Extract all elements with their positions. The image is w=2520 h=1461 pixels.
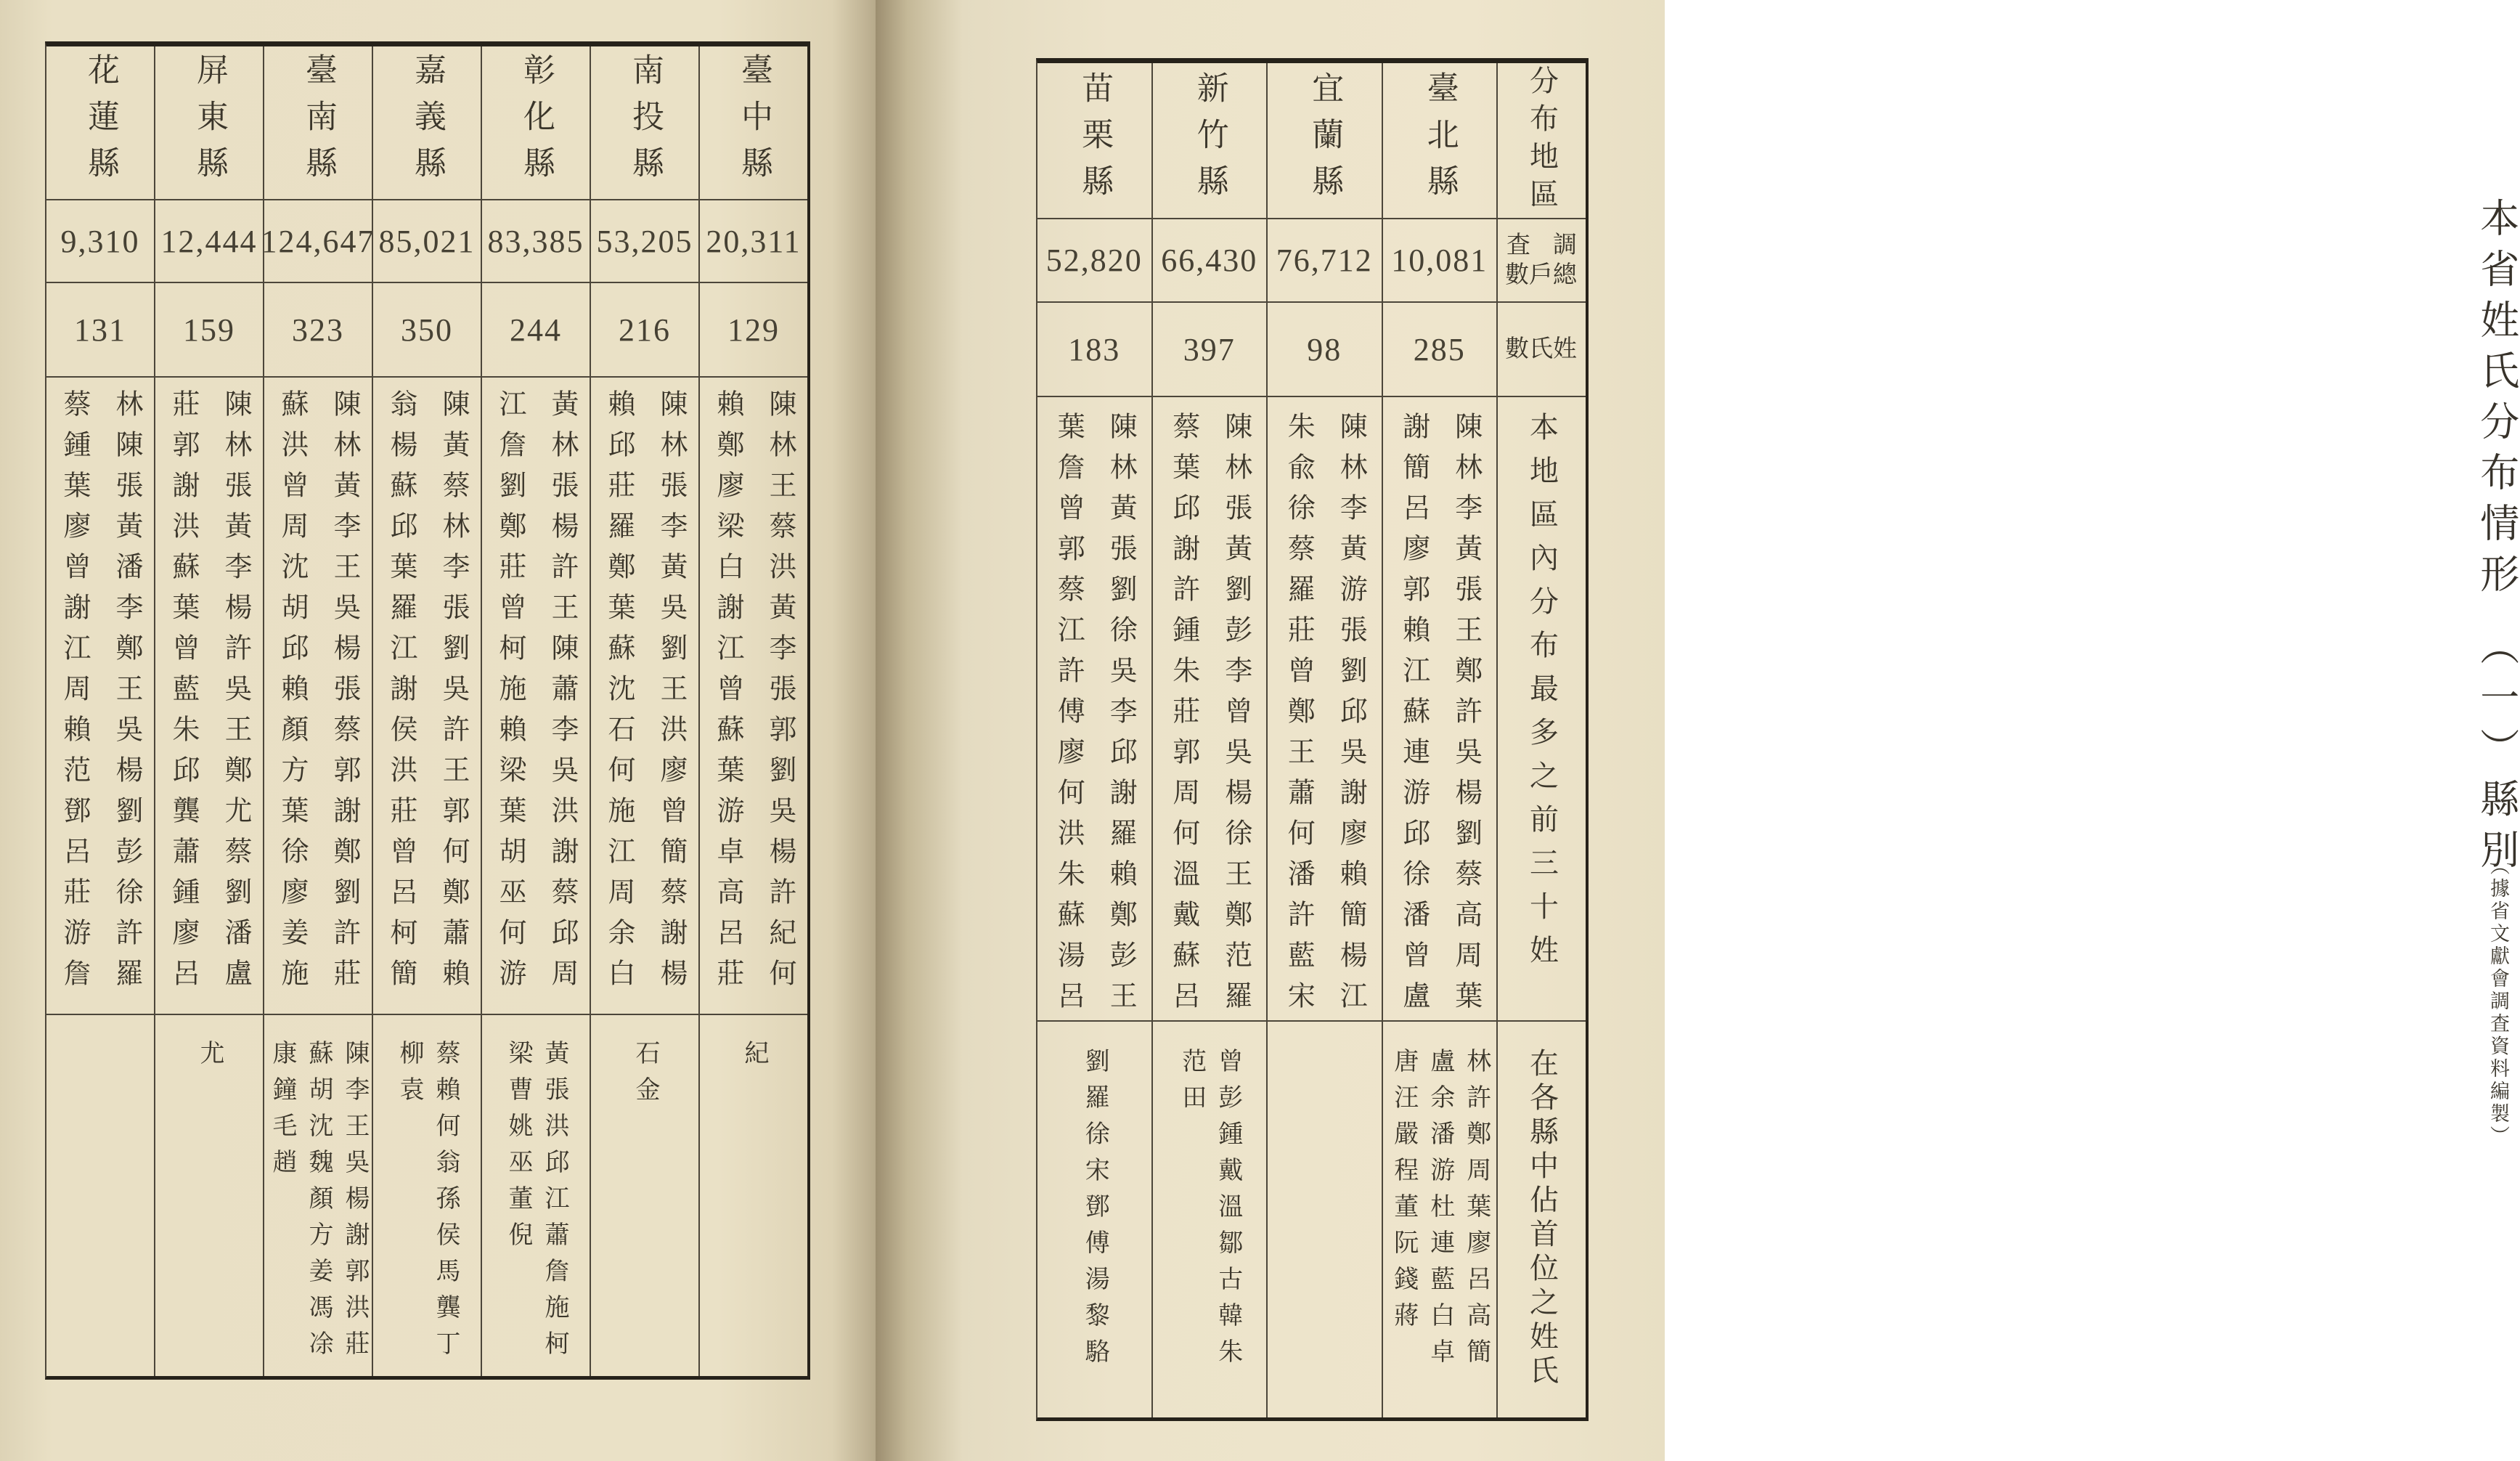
- first-place-list: 林許鄭周葉廖呂高簡 盧余潘游杜連藍白卓 唐汪嚴程董阮錢蔣: [1390, 1048, 1490, 1375]
- first-place-cell: [700, 1015, 807, 1376]
- households-label-char: 調: [1553, 232, 1577, 259]
- top30-list: 林陳張黃潘李鄭王吳楊劉彭徐許羅 蔡鍾葉廖曾謝江周賴范鄧呂莊游詹: [59, 389, 142, 999]
- surname-count-cell: [264, 283, 372, 378]
- households-label-char: 戶: [1529, 261, 1553, 288]
- surname-count-label-char: 氏: [1529, 335, 1553, 362]
- first-place-list: 陳李王吳楊謝郭洪莊 蘇胡沈魏顏方姜馮凃 康鐘毛趙: [269, 1040, 368, 1367]
- top30-list: 黃林張楊許王陳蕭李吳洪謝蔡邱周 江詹劉鄭莊曾柯施賴梁葉胡巫何游: [494, 389, 577, 999]
- surname-count-value: 397: [1183, 331, 1236, 367]
- surname-count-cell: [482, 283, 590, 378]
- surname-count-cell: [1268, 303, 1382, 397]
- county-table-right: [1036, 58, 1589, 1421]
- households-cell: [155, 200, 263, 283]
- households-value: 124,647: [261, 223, 375, 259]
- top30-cell: [264, 378, 372, 1015]
- first-place-list: 黃張洪邱江蕭詹施柯 梁曹姚巫董倪: [505, 1040, 568, 1367]
- top30-list: 陳林王蔡洪黃李張郭劉吳楊許紀何 賴鄭廖梁白謝江曾蘇葉游卓高呂莊: [712, 389, 795, 999]
- table-header-column: [1496, 63, 1586, 1417]
- households-value: 10,081: [1391, 243, 1488, 278]
- county-name: 屏東縣: [192, 53, 227, 192]
- surname-count-value: 98: [1307, 331, 1342, 367]
- surname-count-value: 131: [74, 312, 126, 348]
- first-place-cell: [373, 1015, 481, 1376]
- surname-count-cell: [591, 283, 698, 378]
- county-column: [1037, 63, 1151, 1417]
- households-cell: [46, 200, 154, 283]
- county-column: [154, 46, 263, 1376]
- first-place-cell: [155, 1015, 263, 1376]
- county-column: [46, 46, 154, 1376]
- first-place-cell: [1268, 1022, 1382, 1417]
- county-name-cell: [1268, 63, 1382, 219]
- households-cell: [1153, 219, 1267, 303]
- county-name: 嘉義縣: [409, 53, 445, 192]
- households-value: 9,310: [60, 223, 140, 259]
- first-place-cell: [591, 1015, 698, 1376]
- surname-count-value: 285: [1413, 331, 1466, 367]
- header-top30-cell: [1498, 397, 1586, 1022]
- county-name-cell: [591, 46, 698, 200]
- county-name: 臺南縣: [301, 53, 336, 192]
- county-name: 南投縣: [627, 53, 663, 192]
- county-name: 宜蘭縣: [1307, 70, 1343, 211]
- surname-count-cell: [700, 283, 807, 378]
- top30-cell: [1268, 397, 1382, 1022]
- top30-cell: [482, 378, 590, 1015]
- first-place-cell: [46, 1015, 154, 1376]
- households-value: 66,430: [1161, 243, 1258, 278]
- surname-count-cell: [373, 283, 481, 378]
- top30-list: 陳林張黃劉彭李曾吳楊徐王鄭范羅 蔡葉邱謝許鍾朱莊郭周何溫戴蘇呂: [1167, 412, 1251, 1022]
- county-column: [1151, 63, 1267, 1417]
- county-name-cell: [1153, 63, 1267, 219]
- county-name-cell: [482, 46, 590, 200]
- header-households-cell: [1498, 219, 1586, 303]
- households-cell: [482, 200, 590, 283]
- surname-count-value: 183: [1068, 331, 1121, 367]
- top30-cell: [700, 378, 807, 1015]
- first-place-list: 尤: [196, 1040, 223, 1076]
- surname-count-cell: [1153, 303, 1267, 397]
- top30-cell: [373, 378, 481, 1015]
- surname-count-value: 159: [183, 312, 235, 348]
- county-name-cell: [1037, 63, 1151, 219]
- households-label-char: 査: [1506, 232, 1530, 259]
- county-name-cell: [700, 46, 807, 200]
- surname-count-label: [1498, 336, 1586, 362]
- first-place-list: 曾彭鍾戴溫鄒古韓朱 范田: [1178, 1048, 1241, 1375]
- county-name: 臺北縣: [1422, 70, 1458, 211]
- first-place-list: 蔡賴何翁孫侯馬龔丁 柳袁: [396, 1040, 459, 1367]
- households-value: 83,385: [487, 223, 584, 259]
- households-label-char: 總: [1553, 261, 1577, 288]
- county-column: [590, 46, 698, 1376]
- page-title-section: （一）縣別: [2474, 626, 2519, 880]
- households-cell: [591, 200, 698, 283]
- top30-cell: [1037, 397, 1151, 1022]
- households-value: 85,021: [378, 223, 476, 259]
- county-column: [1266, 63, 1382, 1417]
- households-cell: [1383, 219, 1497, 303]
- county-column: [1382, 63, 1497, 1417]
- households-cell: [1037, 219, 1151, 303]
- county-column: [261, 46, 375, 1376]
- households-value: 20,311: [706, 223, 802, 259]
- first-place-label: 在各縣中佔首位之姓氏: [1525, 1048, 1559, 1389]
- page-title: [2473, 198, 2520, 924]
- households-value: 53,205: [596, 223, 693, 259]
- households-cell: [1268, 219, 1382, 303]
- surname-count-value: 129: [727, 312, 780, 348]
- county-column: [481, 46, 590, 1376]
- top30-cell: [1153, 397, 1267, 1022]
- county-column: [372, 46, 481, 1376]
- county-table-left: [45, 41, 810, 1380]
- first-place-cell: [264, 1015, 372, 1376]
- header-surname-count-cell: [1498, 303, 1586, 397]
- households-label-line1: [1498, 232, 1586, 259]
- left-page: [0, 0, 876, 1461]
- first-place-cell: [482, 1015, 590, 1376]
- surname-count-value: 216: [619, 312, 671, 348]
- households-value: 76,712: [1276, 243, 1373, 278]
- surname-count-cell: [46, 283, 154, 378]
- households-cell: [700, 200, 807, 283]
- header-region-label: 分布地區: [1525, 65, 1559, 216]
- surname-count-value: 323: [292, 312, 344, 348]
- first-place-list: 紀: [741, 1040, 767, 1076]
- county-name: 彰化縣: [518, 53, 554, 192]
- top30-label: 本地區內分布最多之前三十姓: [1525, 412, 1559, 978]
- county-name-cell: [1383, 63, 1497, 219]
- first-place-cell: [1037, 1022, 1151, 1417]
- households-cell: [373, 200, 481, 283]
- households-value: 12,444: [160, 223, 258, 259]
- top30-list: 陳林李黃張王鄭許吳楊劉蔡高周葉 謝簡呂廖郭賴江蘇連游邱徐潘曾盧: [1398, 412, 1481, 1022]
- header-first-place-cell: [1498, 1022, 1586, 1417]
- top30-cell: [1383, 397, 1497, 1022]
- right-page: [876, 0, 2519, 1461]
- top30-list: 陳黃蔡林李張劉吳許王郭何鄭蕭賴 翁楊蘇邱葉羅江謝侯洪莊曾呂柯簡: [386, 389, 468, 999]
- county-name: 新竹縣: [1191, 70, 1228, 211]
- surname-count-cell: [1037, 303, 1151, 397]
- top30-list: 陳林黃張劉徐吳李邱謝羅賴鄭彭王 葉詹曾郭蔡江許傅廖何洪朱蘇湯呂: [1053, 412, 1136, 1022]
- page-title-main: 本省姓氏分布情形: [2474, 198, 2519, 604]
- county-name-cell: [155, 46, 263, 200]
- surname-count-value: 350: [401, 312, 453, 348]
- top30-cell: [155, 378, 263, 1015]
- header-region-cell: [1498, 63, 1586, 219]
- county-name-cell: [264, 46, 372, 200]
- top30-list: 陳林李黃游張劉邱吳謝廖賴簡楊江 朱兪徐蔡羅莊曾鄭王蕭何潘許藍宋: [1283, 412, 1366, 1022]
- households-value: 52,820: [1045, 243, 1143, 278]
- top30-list: 陳林張黃李楊許吳王鄭尤蔡劉潘盧 莊郭謝洪蘇葉曾藍朱邱龔蕭鍾廖呂: [168, 389, 250, 999]
- surname-count-cell: [155, 283, 263, 378]
- title-annotation: （據省文獻會調査資料編製）: [2487, 855, 2510, 1148]
- first-place-cell: [1383, 1022, 1497, 1417]
- households-cell: [261, 200, 375, 283]
- county-name-cell: [373, 46, 481, 200]
- county-name: 苗栗縣: [1077, 70, 1113, 211]
- top30-list: 陳林張李黃吳劉王洪廖曾簡蔡謝楊 賴邱莊羅鄭葉蘇沈石何施江周余白: [603, 389, 686, 999]
- county-name: 臺中縣: [736, 53, 772, 192]
- county-column: [698, 46, 807, 1376]
- surname-count-label-char: 數: [1505, 335, 1529, 362]
- first-place-list: 劉羅徐宋鄧傅湯黎駱: [1081, 1048, 1109, 1375]
- first-place-list: 石金: [632, 1040, 658, 1112]
- surname-count-cell: [1383, 303, 1497, 397]
- top30-list: 陳林黃李王吳楊張蔡郭謝鄭劉許莊 蘇洪曾周沈胡邱賴顏方葉徐廖姜施: [277, 389, 359, 999]
- top30-cell: [591, 378, 698, 1015]
- surname-count-label-char: 姓: [1553, 335, 1577, 362]
- county-name: 花蓮縣: [83, 53, 118, 192]
- county-name-cell: [46, 46, 154, 200]
- surname-count-value: 244: [510, 312, 562, 348]
- households-label-char: 數: [1505, 261, 1529, 288]
- top30-cell: [46, 378, 154, 1015]
- households-label-line2: [1498, 262, 1586, 288]
- first-place-cell: [1153, 1022, 1267, 1417]
